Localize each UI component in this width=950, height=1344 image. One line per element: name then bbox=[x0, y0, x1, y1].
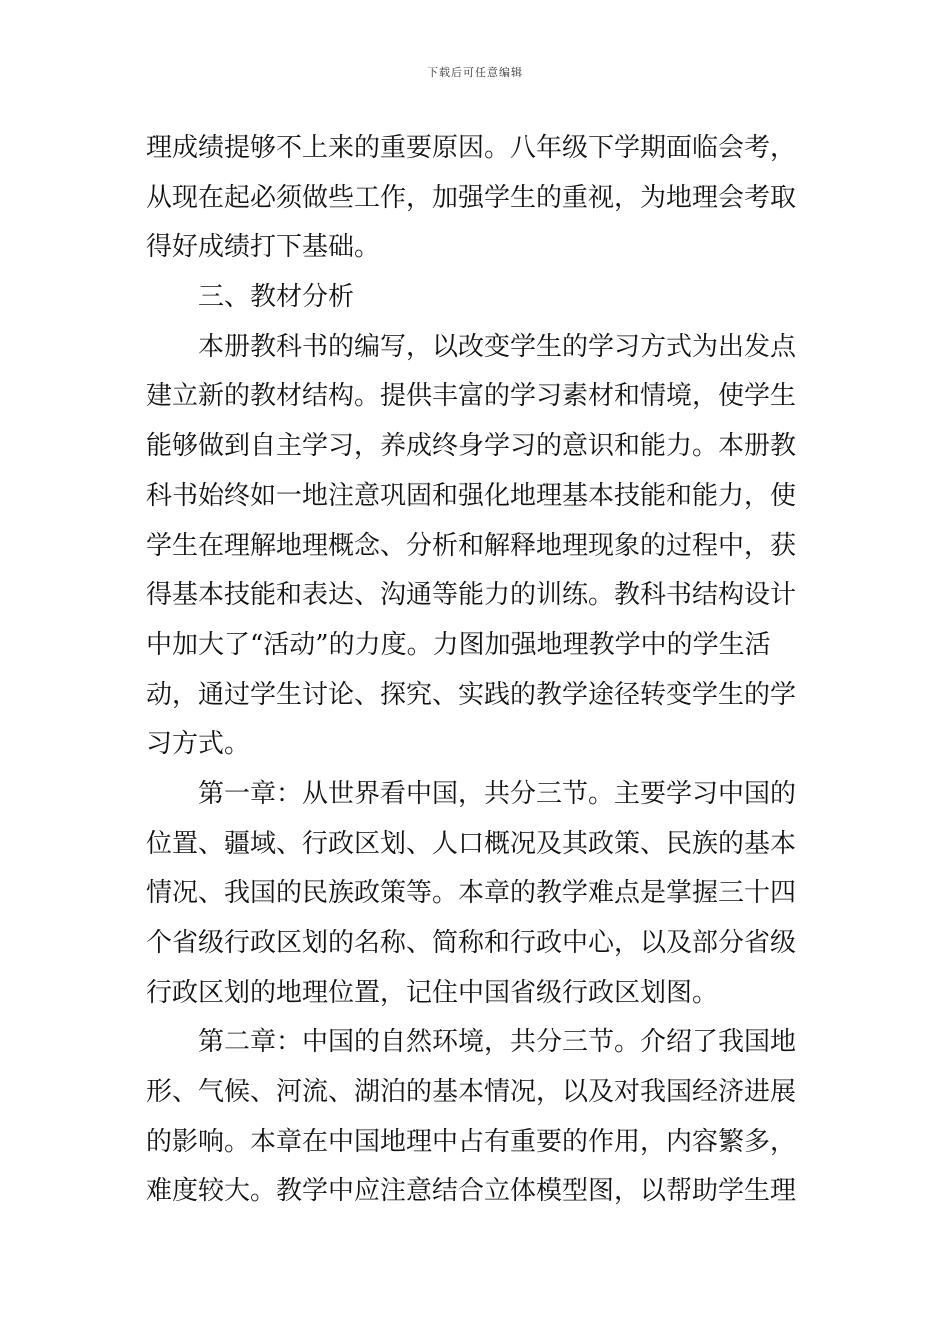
text-line: 情况、我国的民族政策等。本章的教学难点是掌握三十四 bbox=[146, 878, 797, 909]
paragraph-continuation bbox=[146, 124, 806, 273]
text-line: 科书始终如一地注意巩固和强化地理基本技能和能力，使 bbox=[146, 480, 797, 511]
text-line: 得基本技能和表达、沟通等能力的训练。教科书结构设计 bbox=[146, 580, 797, 611]
section-heading bbox=[146, 273, 806, 323]
text-line: 位置、疆域、行政区划、人口概况及其政策、民族的基本 bbox=[146, 828, 797, 859]
text-line: 个省级行政区划的名称、简称和行政中心，以及部分省级 bbox=[146, 928, 797, 958]
paragraph-chapter-two bbox=[146, 1018, 806, 1217]
text-line: 难度较大。教学中应注意结合立体模型图，以帮助学生理 bbox=[146, 1176, 797, 1207]
text-line: 学生在理解地理概念、分析和解释地理现象的过程中，获 bbox=[146, 530, 797, 561]
document-body bbox=[146, 124, 806, 1217]
text-line: 建立新的教材结构。提供丰富的学习素材和情境，使学生 bbox=[146, 381, 797, 412]
text-line: 从现在起必须做些工作，加强学生的重视，为地理会考取 bbox=[146, 182, 797, 213]
text-line: 行政区划的地理位置，记住中国省级行政区划图。 bbox=[146, 977, 719, 1008]
page-header: 下载后可任意编辑 bbox=[427, 66, 523, 79]
paragraph-textbook-intro bbox=[146, 323, 806, 770]
text-line: 的影响。本章在中国地理中占有重要的作用，内容繁多， bbox=[146, 1126, 797, 1157]
text-line: 动，通过学生讨论、探究、实践的教学途径转变学生的学 bbox=[146, 679, 797, 710]
text-line: 理成绩提够不上来的重要原因。八年级下学期面临会考， bbox=[146, 133, 797, 163]
paragraph-chapter-one bbox=[146, 770, 806, 1018]
text-line: 本册教科书的编写，以改变学生的学习方式为出发点 bbox=[198, 331, 797, 362]
text-line: 第一章：从世界看中国，共分三节。主要学习中国的 bbox=[198, 778, 797, 809]
text-line: 中加大了“活动”的力度。力图加强地理教学中的学生活 bbox=[146, 629, 771, 660]
text-line: 能够做到自主学习，养成终身学习的意识和能力。本册教 bbox=[146, 431, 797, 462]
heading-line: 三、教材分析 bbox=[198, 282, 355, 313]
text-line: 形、气候、河流、湖泊的基本情况，以及对我国经济进展 bbox=[146, 1077, 797, 1108]
text-line: 第二章：中国的自然环境，共分三节。介绍了我国地 bbox=[198, 1027, 797, 1058]
text-line: 习方式。 bbox=[146, 729, 251, 760]
text-line: 得好成绩打下基础。 bbox=[146, 232, 381, 263]
